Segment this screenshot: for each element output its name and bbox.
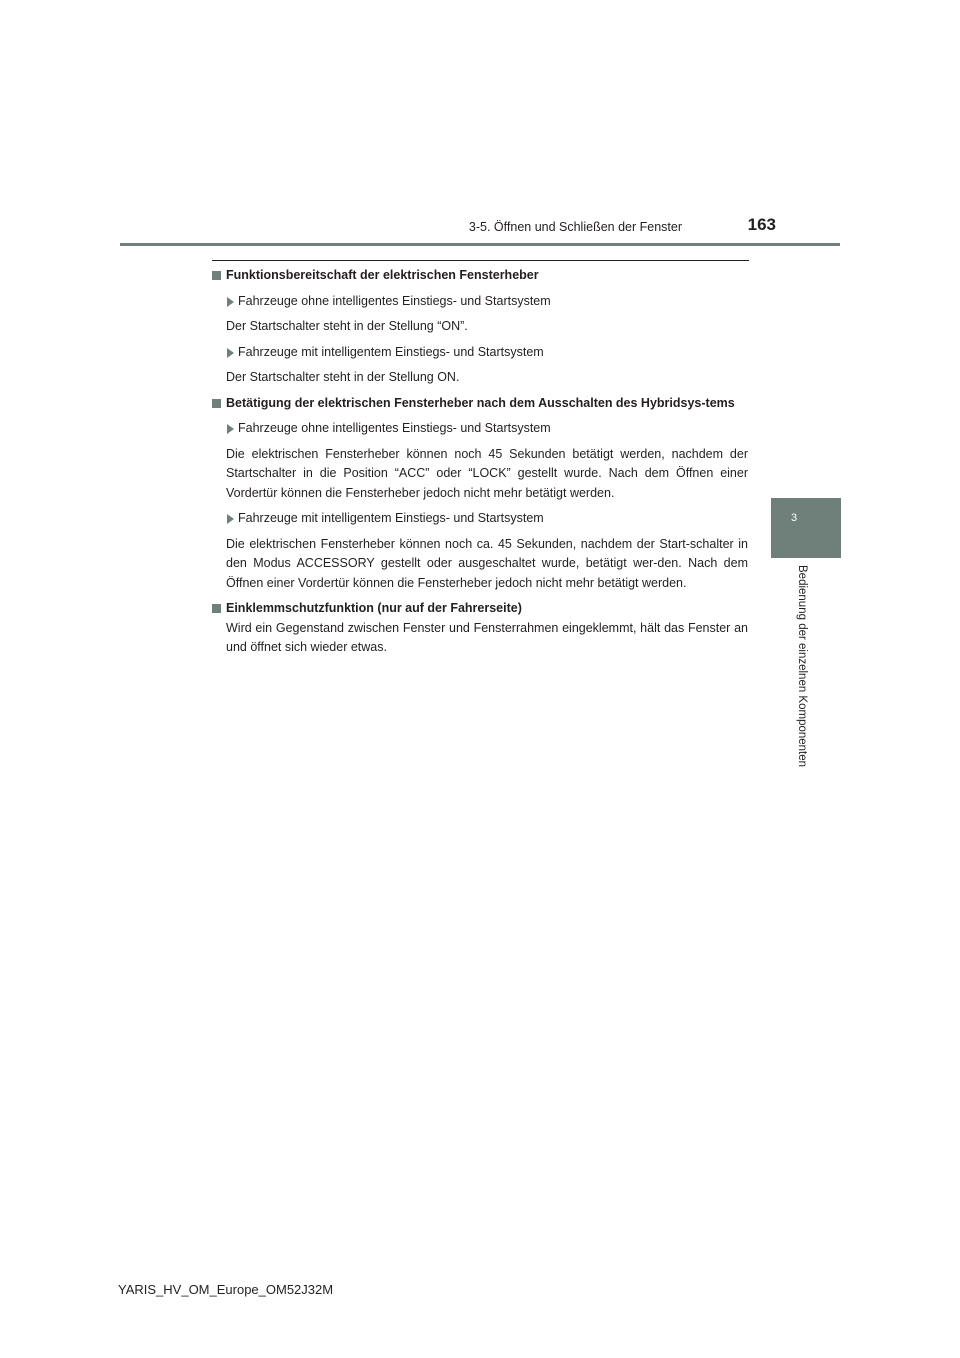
- paragraph: Wird ein Gegenstand zwischen Fenster und Fensterrahmen eingeklemmt, hält das Fenster an und öffnet sich wieder etwas.: [226, 620, 748, 654]
- sub-heading: [212, 509, 748, 529]
- square-bullet-icon: [212, 399, 221, 408]
- arrow-bullet-icon: [227, 514, 234, 524]
- section-heading: [212, 599, 748, 619]
- page-number: 163: [747, 215, 776, 234]
- document-code: YARIS_HV_OM_Europe_OM52J32M: [118, 1282, 334, 1297]
- arrow-bullet-icon: [227, 348, 234, 358]
- section-heading: [212, 266, 748, 286]
- section-heading-text: Funktionsbereitschaft der elektrischen Fensterheber: [226, 268, 539, 282]
- paragraph: Der Startschalter steht in der Stellung ON.: [226, 370, 460, 384]
- sub-heading-text: Fahrzeuge ohne intelligentes Einstiegs- und Startsystem: [238, 293, 551, 308]
- paragraph: Die elektrischen Fensterheber können noch ca. 45 Sekunden, nachdem der Start-schalter in den Modus ACCESSORY gestellt oder ausgeschaltet wurde, betätigt wer-den. Nach dem Öffnen einer Vordertür können die Fensterheber jedoch nicht mehr betätigt werden.: [226, 536, 748, 590]
- section-heading-text: Betätigung der elektrischen Fensterheber nach dem Ausschalten des Hybridsys-tems: [226, 395, 735, 410]
- section-heading: [212, 394, 748, 414]
- square-bullet-icon: [212, 604, 221, 613]
- paragraph: Die elektrischen Fensterheber können noch 45 Sekunden betätigt werden, nachdem der Startschalter in die Position “ACC” oder “LOCK” gestellt wurde. Nach dem Öffnen einer Vordertür können die Fensterheber jedoch nicht mehr betätigt werden.: [226, 446, 748, 500]
- page-content: [212, 266, 748, 664]
- chapter-number: 3: [791, 512, 798, 524]
- arrow-bullet-icon: [227, 424, 234, 434]
- section-title: 3-5. Öffnen und Schließen der Fenster: [468, 220, 682, 234]
- sub-heading-text: Fahrzeuge ohne intelligentes Einstiegs- und Startsystem: [238, 421, 551, 435]
- sub-heading: [212, 292, 748, 312]
- sub-heading-text: Fahrzeuge mit intelligentem Einstiegs- und Startsystem: [238, 511, 544, 525]
- content-divider: [212, 260, 749, 261]
- square-bullet-icon: [212, 271, 221, 280]
- chapter-label: Bedienung der einzelnen Komponenten: [796, 565, 808, 768]
- arrow-bullet-icon: [227, 297, 234, 307]
- sub-heading-text: Fahrzeuge mit intelligentem Einstiegs- und Startsystem: [238, 344, 544, 359]
- sub-heading: [212, 343, 748, 363]
- sub-heading: [212, 419, 748, 439]
- paragraph: Der Startschalter steht in der Stellung “ON”.: [226, 319, 468, 333]
- section-heading-text: Einklemmschutzfunktion (nur auf der Fahrerseite): [226, 601, 522, 615]
- chapter-tab: [771, 498, 841, 558]
- header-divider: [120, 243, 840, 246]
